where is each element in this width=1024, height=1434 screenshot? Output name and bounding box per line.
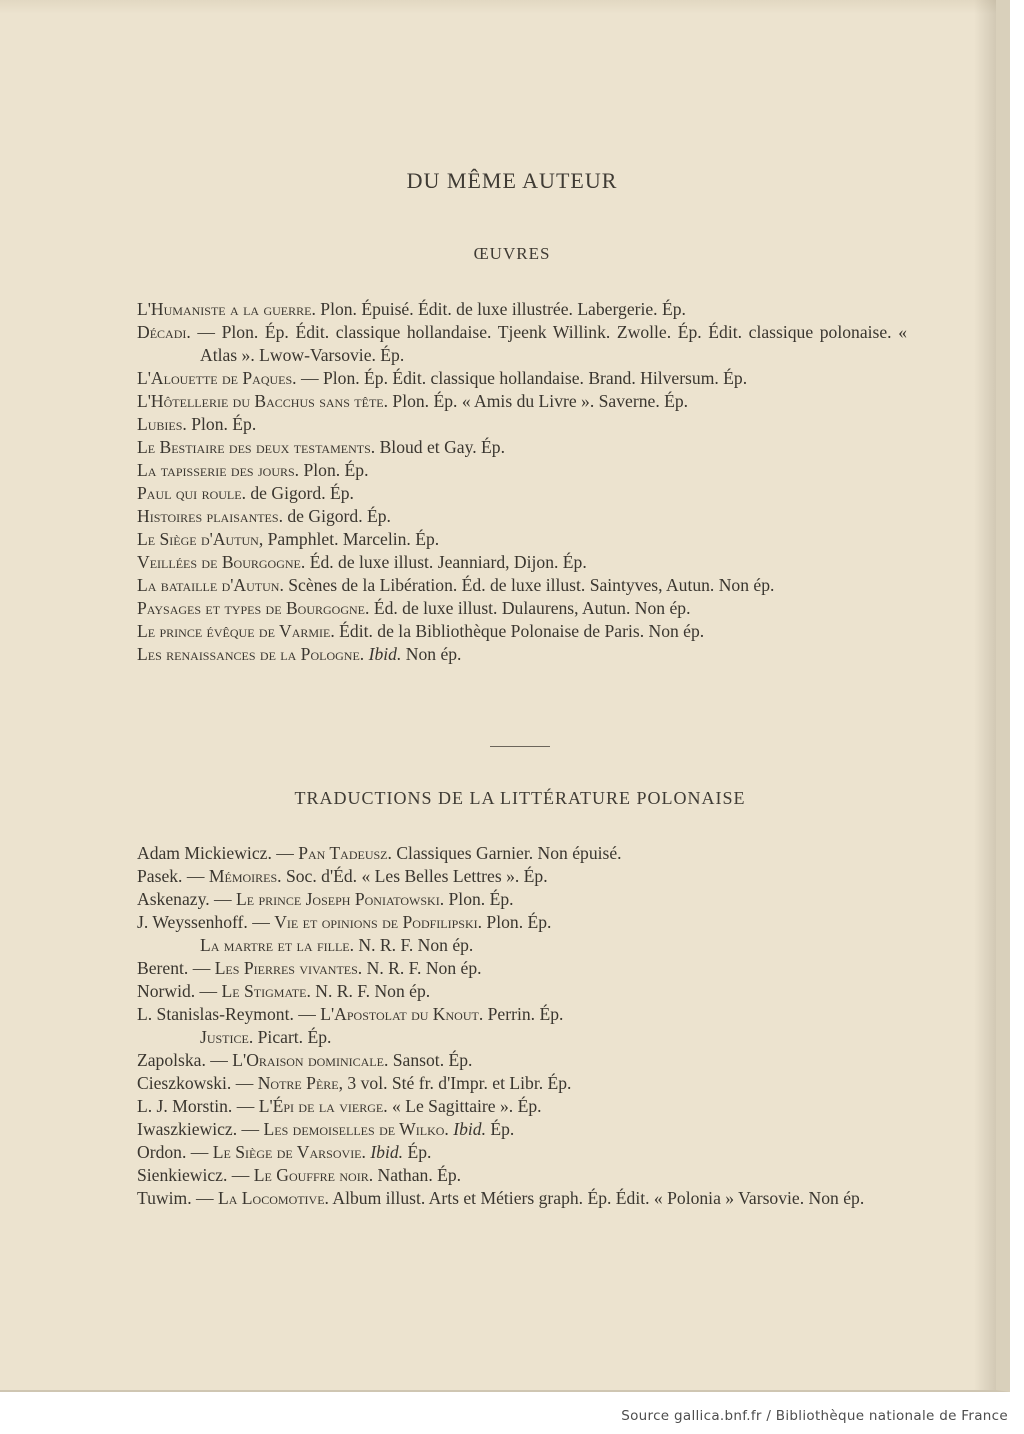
ibid-mark: Ibid.	[370, 1142, 404, 1162]
page-top-edge	[0, 0, 996, 14]
list-item	[137, 842, 897, 865]
work-title: Le Stigmate.	[221, 981, 311, 1001]
author-name: Sienkiewicz. —	[137, 1165, 254, 1185]
list-item	[137, 459, 907, 482]
work-title: Le Bestiaire des deux testaments.	[137, 437, 376, 457]
work-title: La martre et la fille.	[200, 935, 355, 955]
source-attribution: Source gallica.bnf.fr / Bibliothèque nationale de France	[621, 1408, 1008, 1424]
section-divider	[490, 746, 550, 747]
work-details: Perrin. Ép.	[483, 1004, 564, 1024]
work-details: Classiques Garnier. Non épuisé.	[391, 843, 622, 863]
work-details: Plon. Ép. « Amis du Livre ». Saverne. Ép.	[388, 391, 689, 411]
work-details: de Gigord. Ép.	[282, 506, 391, 526]
work-title: Les renaissances de la Pologne.	[137, 644, 365, 664]
work-details: Sansot. Ép.	[388, 1050, 473, 1070]
work-details: — Plon. Ép. Édit. classique hollandaise. Tjeenk Willink. Zwolle. Ép. Édit. classique polonaise. « Atlas ». Lwow-Varsovie. Ép.	[190, 322, 907, 365]
author-name: Zapolska. —	[137, 1050, 233, 1070]
author-name: L. J. Morstin. —	[137, 1096, 259, 1116]
work-details: — Plon. Ép. Édit. classique hollandaise. Brand. Hilversum. Ép.	[296, 368, 748, 388]
work-title: Lubies.	[137, 414, 187, 434]
author-name: Norwid. —	[137, 981, 222, 1001]
work-title: L'Épi de la vierge.	[258, 1096, 388, 1116]
list-item	[137, 551, 907, 574]
work-title: L'Oraison dominicale.	[232, 1050, 389, 1070]
work-title: Le Siège de Varsovie.	[212, 1142, 366, 1162]
translations-list	[137, 842, 897, 1210]
list-item	[137, 482, 907, 505]
list-item	[137, 911, 897, 957]
work-details: « Le Sagittaire ». Ép.	[387, 1096, 542, 1116]
work-details: de Gigord. Ép.	[245, 483, 354, 503]
list-item	[137, 1049, 897, 1072]
list-item	[137, 597, 907, 620]
author-name: Berent. —	[137, 958, 215, 978]
list-item	[137, 436, 907, 459]
author-name: Adam Mickiewicz. —	[137, 843, 299, 863]
work-title: La Locomotive.	[218, 1188, 329, 1208]
ibid-mark: Ibid.	[453, 1119, 486, 1139]
work-details: Ép.	[403, 1142, 432, 1162]
author-name: L. Stanislas-Reymont. —	[137, 1004, 321, 1024]
list-item	[137, 888, 897, 911]
author-name: J. Weyssenhoff. —	[137, 912, 275, 932]
list-item	[137, 643, 907, 666]
oeuvres-list	[137, 298, 907, 666]
list-item	[137, 980, 897, 1003]
work-details: Éd. de luxe illust. Dulaurens, Autun. Non ép.	[369, 598, 691, 618]
work-details: Ép.	[485, 1119, 515, 1139]
list-item	[137, 1118, 897, 1141]
work-details: Picart. Ép.	[253, 1027, 332, 1047]
list-item	[137, 574, 907, 597]
work-details: Album illust. Arts et Métiers graph. Ép. Édit. « Polonia » Varsovie. Non ép.	[328, 1188, 865, 1208]
page-title: DU MÊME AUTEUR	[406, 168, 618, 193]
list-item	[137, 1072, 897, 1095]
work-title: Pan Tadeusz.	[298, 843, 392, 863]
ibid-mark: Ibid.	[368, 644, 402, 664]
work-title: L'Apostolat du Knout.	[320, 1004, 484, 1024]
work-details: Plon. Ép.	[444, 889, 514, 909]
section-title-oeuvres: ŒUVRES	[473, 244, 551, 263]
work-details: Éd. de luxe illust. Jeanniard, Dijon. Ép.	[305, 552, 587, 572]
work-title: Les Pierres vivantes.	[214, 958, 363, 978]
list-item	[137, 1187, 897, 1210]
work-details: Nathan. Ép.	[373, 1165, 462, 1185]
work-title: La bataille d'Autun.	[137, 575, 284, 595]
work-title: Le Gouffre noir.	[253, 1165, 374, 1185]
work-details: N. R. F. Non ép.	[354, 935, 474, 955]
list-item	[137, 1164, 897, 1187]
work-title: Décadi.	[137, 322, 191, 342]
list-item	[137, 505, 907, 528]
work-details: Soc. d'Éd. « Les Belles Lettres ». Ép.	[281, 866, 548, 886]
list-item	[137, 865, 897, 888]
work-title: Notre Père,	[257, 1073, 344, 1093]
list-item	[137, 528, 907, 551]
work-details: 3 vol. Sté fr. d'Impr. et Libr. Ép.	[343, 1073, 572, 1093]
work-title: La tapisserie des jours.	[137, 460, 300, 480]
work-title: Veillées de Bourgogne.	[137, 552, 306, 572]
list-item	[137, 390, 907, 413]
work-title: Vie et opinions de Podfilipski.	[274, 912, 483, 932]
author-name: Pasek. —	[137, 866, 209, 886]
list-item	[137, 1003, 897, 1049]
work-details: Plon. Ép.	[299, 460, 369, 480]
work-details: Non ép.	[401, 644, 462, 664]
work-details: Plon. Ép.	[482, 912, 552, 932]
list-item	[137, 321, 907, 367]
work-title: Justice.	[200, 1027, 254, 1047]
list-item	[137, 620, 907, 643]
work-details: N. R. F. Non ép.	[310, 981, 431, 1001]
work-details: Édit. de la Bibliothèque Polonaise de Paris. Non ép.	[334, 621, 705, 641]
work-title: L'Alouette de Paques.	[137, 368, 297, 388]
work-details: Bloud et Gay. Ép.	[375, 437, 505, 457]
work-title: Les demoiselles de Wilko.	[263, 1119, 449, 1139]
list-item	[137, 413, 907, 436]
work-details: Plon. Épuisé. Édit. de luxe illustrée. Labergerie. Ép.	[315, 299, 686, 319]
list-item	[137, 1095, 897, 1118]
author-name: Tuwim. —	[137, 1188, 218, 1208]
work-title: Mémoires.	[208, 866, 282, 886]
work-details: Plon. Ép.	[186, 414, 257, 434]
work-title: Le prince Joseph Poniatowski.	[236, 889, 445, 909]
work-title: L'Humaniste a la guerre.	[137, 299, 316, 319]
work-details: Scènes de la Libération. Éd. de luxe illust. Saintyves, Autun. Non ép.	[283, 575, 775, 595]
list-item	[137, 367, 907, 390]
author-name: Askenazy. —	[137, 889, 237, 909]
work-title: L'Hôtellerie du Bacchus sans tête.	[137, 391, 389, 411]
work-title: Histoires plaisantes.	[137, 506, 283, 526]
work-details: N. R. F. Non ép.	[362, 958, 482, 978]
section-title-translations: TRADUCTIONS DE LA LITTÉRATURE POLONAISE	[294, 788, 746, 808]
author-name: Cieszkowski. —	[137, 1073, 258, 1093]
work-title: Paul qui roule.	[137, 483, 246, 503]
work-details: Pamphlet. Marcelin. Ép.	[263, 529, 440, 549]
list-item	[137, 298, 907, 321]
work-title: Le Siège d'Autun,	[137, 529, 264, 549]
work-title: Le prince évêque de Varmie.	[137, 621, 335, 641]
list-item	[137, 957, 897, 980]
list-item	[137, 1141, 897, 1164]
work-title: Paysages et types de Bourgogne.	[137, 598, 370, 618]
author-name: Ordon. —	[137, 1142, 213, 1162]
author-name: Iwaszkiewicz. —	[137, 1119, 264, 1139]
